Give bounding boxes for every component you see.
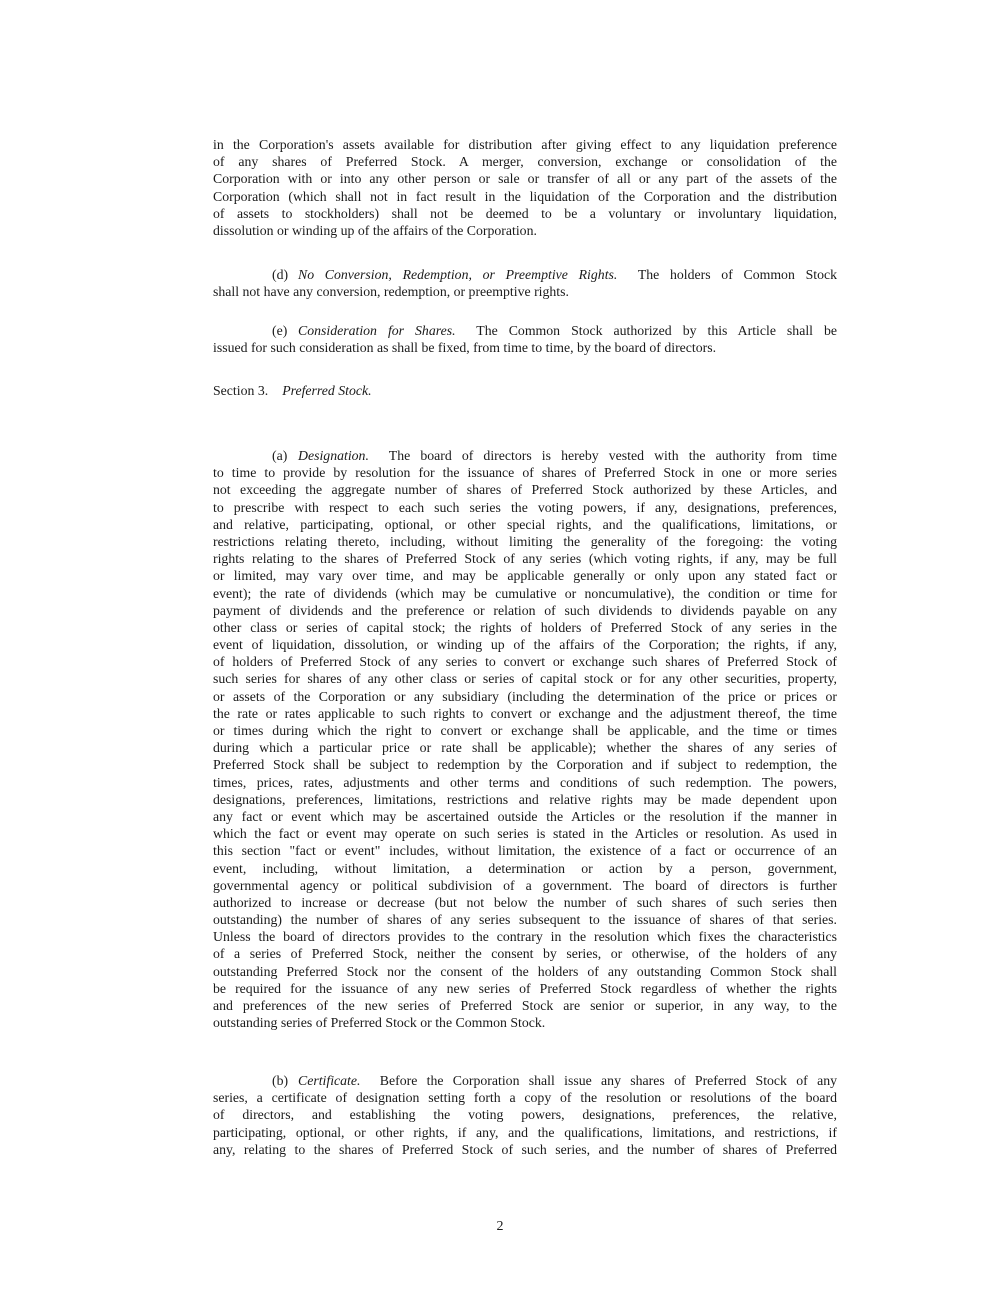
- paragraph-liquidation-continued: [213, 136, 837, 239]
- section-title: Preferred Stock.: [282, 383, 372, 398]
- paragraph-no-conversion: [213, 266, 837, 300]
- line-text: and preferences of the new series of Preferred Stock are senior or superior, in any way, to the: [213, 998, 837, 1013]
- line-text: other class or series of capital stock; the rights of holders of Preferred Stock of any series in the: [213, 619, 837, 635]
- text-line: [213, 808, 837, 825]
- subsection-label: (a): [272, 448, 288, 463]
- text-line: [213, 963, 837, 980]
- text-line: [213, 774, 837, 791]
- line-text: be required for the issuance of any new series of Preferred Stock regardless of whether the rights: [213, 980, 837, 996]
- text-line: [213, 1124, 837, 1141]
- text-line: [213, 339, 837, 356]
- paragraph-consideration-for-shares: [213, 322, 837, 356]
- text-line: [213, 1089, 837, 1106]
- line-text: during which a particular price or rate shall be applicable); whether the shares of any series of: [213, 740, 837, 756]
- text-line: [213, 894, 837, 911]
- subsection-label: (d): [272, 267, 289, 282]
- text-line: [213, 447, 837, 464]
- paragraph-designation: [213, 447, 837, 1031]
- line-text: and relative, participating, optional, or other special rights, and the qualifications, limitations, or: [213, 516, 837, 532]
- line-text: of a series of Preferred Stock, neither the consent by series, or otherwise, of the holders of any: [213, 946, 837, 962]
- line-text: such series for shares of any other class or series of capital stock or for any other securities, property,: [213, 671, 837, 687]
- line-text: event); the rate of dividends (which may be cumulative or noncumulative), the condition or time for: [213, 585, 837, 601]
- text-line: [213, 860, 837, 877]
- line-text: restrictions relating thereto, including, without limiting the generality of the foregoing: the voting: [213, 533, 837, 549]
- text-line: [213, 636, 837, 653]
- text-line: [213, 842, 837, 859]
- text-line: [213, 170, 837, 187]
- text-line: [213, 911, 837, 928]
- line-text: payment of dividends and the preference or relation of such dividends to dividends payable on any: [213, 602, 837, 618]
- subsection-heading: No Conversion, Redemption, or Preemptive Rights.: [298, 267, 618, 282]
- line-text: of assets to stockholders) shall not be deemed to be a voluntary or involuntary liquidation,: [213, 205, 837, 221]
- text-line: [213, 653, 837, 670]
- line-text: authorized to increase or decrease (but not below the number of such shares of such series then: [213, 894, 837, 910]
- text-line: [213, 688, 837, 705]
- line-text: to time to provide by resolution for the issuance of shares of Preferred Stock in one or more series: [213, 465, 837, 481]
- line-text: or times during which the right to convert or exchange shall be applicable, and the time or times: [213, 723, 837, 738]
- line-text: participating, optional, or other rights, if any, and the qualifications, limitations, and restrictions, if: [213, 1124, 837, 1140]
- text-line: [213, 705, 837, 722]
- text-line: [213, 283, 837, 300]
- section-number: Section 3.: [213, 383, 269, 398]
- text-line: [213, 322, 837, 339]
- text-line: [213, 1106, 837, 1123]
- text-line: [213, 153, 837, 170]
- line-text: Unless the board of directors provides to the contrary in the resolution which fixes the characteristics: [213, 929, 837, 945]
- text-line: [213, 550, 837, 567]
- line-text: in the Corporation's assets available for distribution after giving effect to any liquidation preference: [213, 137, 837, 152]
- text-line: [213, 567, 837, 584]
- text-line: [213, 464, 837, 481]
- line-text: or assets of the Corporation or any subsidiary (including the determination of the price or prices or: [213, 688, 837, 704]
- line-text: outstanding) the number of shares of any series subsequent to the issuance of shares of that series.: [213, 912, 837, 928]
- text-line: [213, 222, 837, 239]
- text-line: [213, 533, 837, 550]
- text-line: [213, 928, 837, 945]
- text-line: [213, 1014, 837, 1031]
- line-text: Corporation with or into any other person or sale or transfer of all or any part of the assets of the: [213, 171, 837, 187]
- text-line: [213, 791, 837, 808]
- subsection-label: (b): [272, 1073, 289, 1088]
- line-text: Corporation (which shall not in fact result in the liquidation of the Corporation and the distribution: [213, 188, 837, 204]
- text-line: [213, 266, 837, 283]
- text-line: [213, 619, 837, 636]
- line-text: governmental agency or political subdivision of a government. The board of directors is further: [213, 877, 837, 893]
- text-line: [213, 1141, 837, 1158]
- line-text: any, relating to the shares of Preferred Stock of such series, and the number of shares of Preferred: [213, 1141, 837, 1157]
- line-text: this section "fact or event" includes, without limitation, the existence of a fact or occurrence of an: [213, 843, 837, 859]
- text-line: [213, 722, 837, 739]
- text-line: [213, 739, 837, 756]
- text-line: [213, 481, 837, 498]
- line-text: of directors, and establishing the voting powers, designations, preferences, the relative,: [213, 1107, 837, 1123]
- line-text: shall not have any conversion, redemption, or preemptive rights.: [213, 284, 569, 300]
- text-line: [213, 499, 837, 516]
- text-line: [213, 1072, 837, 1089]
- text-line: [213, 670, 837, 687]
- text-line: [213, 205, 837, 222]
- section-heading: [213, 382, 837, 399]
- line-text: issued for such consideration as shall be fixed, from time to time, by the board of directors.: [213, 340, 717, 356]
- line-text: Preferred Stock shall be subject to redemption by the Corporation and if subject to redemption, the: [213, 757, 837, 773]
- line-text: outstanding series of Preferred Stock or the Common Stock.: [213, 1015, 546, 1031]
- subsection-heading: Certificate.: [298, 1073, 361, 1088]
- line-text: event, including, without limitation, a determination or action by a person, government,: [213, 860, 837, 876]
- line-text: to prescribe with respect to each such series the voting powers, if any, designations, preferences,: [213, 499, 837, 515]
- text-line: [213, 188, 837, 205]
- line-text: dissolution or winding up of the affairs of the Corporation.: [213, 222, 537, 238]
- text-line: [213, 136, 837, 153]
- paragraph-section-3-title: [213, 382, 837, 399]
- text-line: [213, 585, 837, 602]
- text-line: [213, 516, 837, 533]
- line-text: times, prices, rates, adjustments and other terms and conditions of such redemption. The powers,: [213, 774, 837, 790]
- line-text: The holders of Common Stock: [637, 267, 837, 282]
- text-line: [213, 945, 837, 962]
- subsection-heading: Designation.: [298, 448, 369, 463]
- text-line: [213, 980, 837, 997]
- line-text: Before the Corporation shall issue any shares of Preferred Stock of any: [379, 1073, 837, 1088]
- line-text: any fact or event which may be ascertained outside the Articles or the resolution if the manner in: [213, 808, 837, 824]
- line-text: which the fact or event may operate on such series is stated in the Articles or resolution. As used in: [213, 826, 837, 842]
- line-text: series, a certificate of designation setting forth a copy of the resolution or resolutions of the board: [213, 1090, 837, 1106]
- line-text: of holders of Preferred Stock of any series to convert or exchange such shares of Preferred Stock of: [213, 654, 837, 670]
- page-number: 2: [496, 1219, 504, 1234]
- line-text: The board of directors is hereby vested with the authority from time: [388, 448, 838, 463]
- line-text: not exceeding the aggregate number of shares of Preferred Stock authorized by these Articles, and: [213, 482, 837, 498]
- line-text: outstanding Preferred Stock nor the consent of the holders of any outstanding Common Stock shall: [213, 963, 837, 979]
- line-text: The Common Stock authorized by this Article shall be: [476, 323, 838, 338]
- subsection-label: (e): [272, 323, 288, 338]
- paragraph-certificate: [213, 1072, 837, 1158]
- text-line: [213, 825, 837, 842]
- text-line: [213, 877, 837, 894]
- line-text: of any shares of Preferred Stock. A merger, conversion, exchange or consolidation of the: [213, 154, 837, 170]
- subsection-heading: Consideration for Shares.: [298, 323, 456, 338]
- line-text: designations, preferences, limitations, restrictions and relative rights may be made dependent upon: [213, 791, 837, 807]
- line-text: rights relating to the shares of Preferred Stock of any series (which voting rights, if any, may be full: [213, 551, 837, 567]
- text-line: [213, 756, 837, 773]
- line-text: event of liquidation, dissolution, or winding up of the affairs of the Corporation; the rights, if any,: [213, 637, 837, 653]
- line-text: the rate or rates applicable to such rights to convert or exchange and the adjustment thereof, the time: [213, 705, 837, 721]
- text-line: [213, 602, 837, 619]
- line-text: or limited, may vary over time, and may be applicable generally or only upon any stated fact or: [213, 568, 837, 584]
- text-line: [213, 997, 837, 1014]
